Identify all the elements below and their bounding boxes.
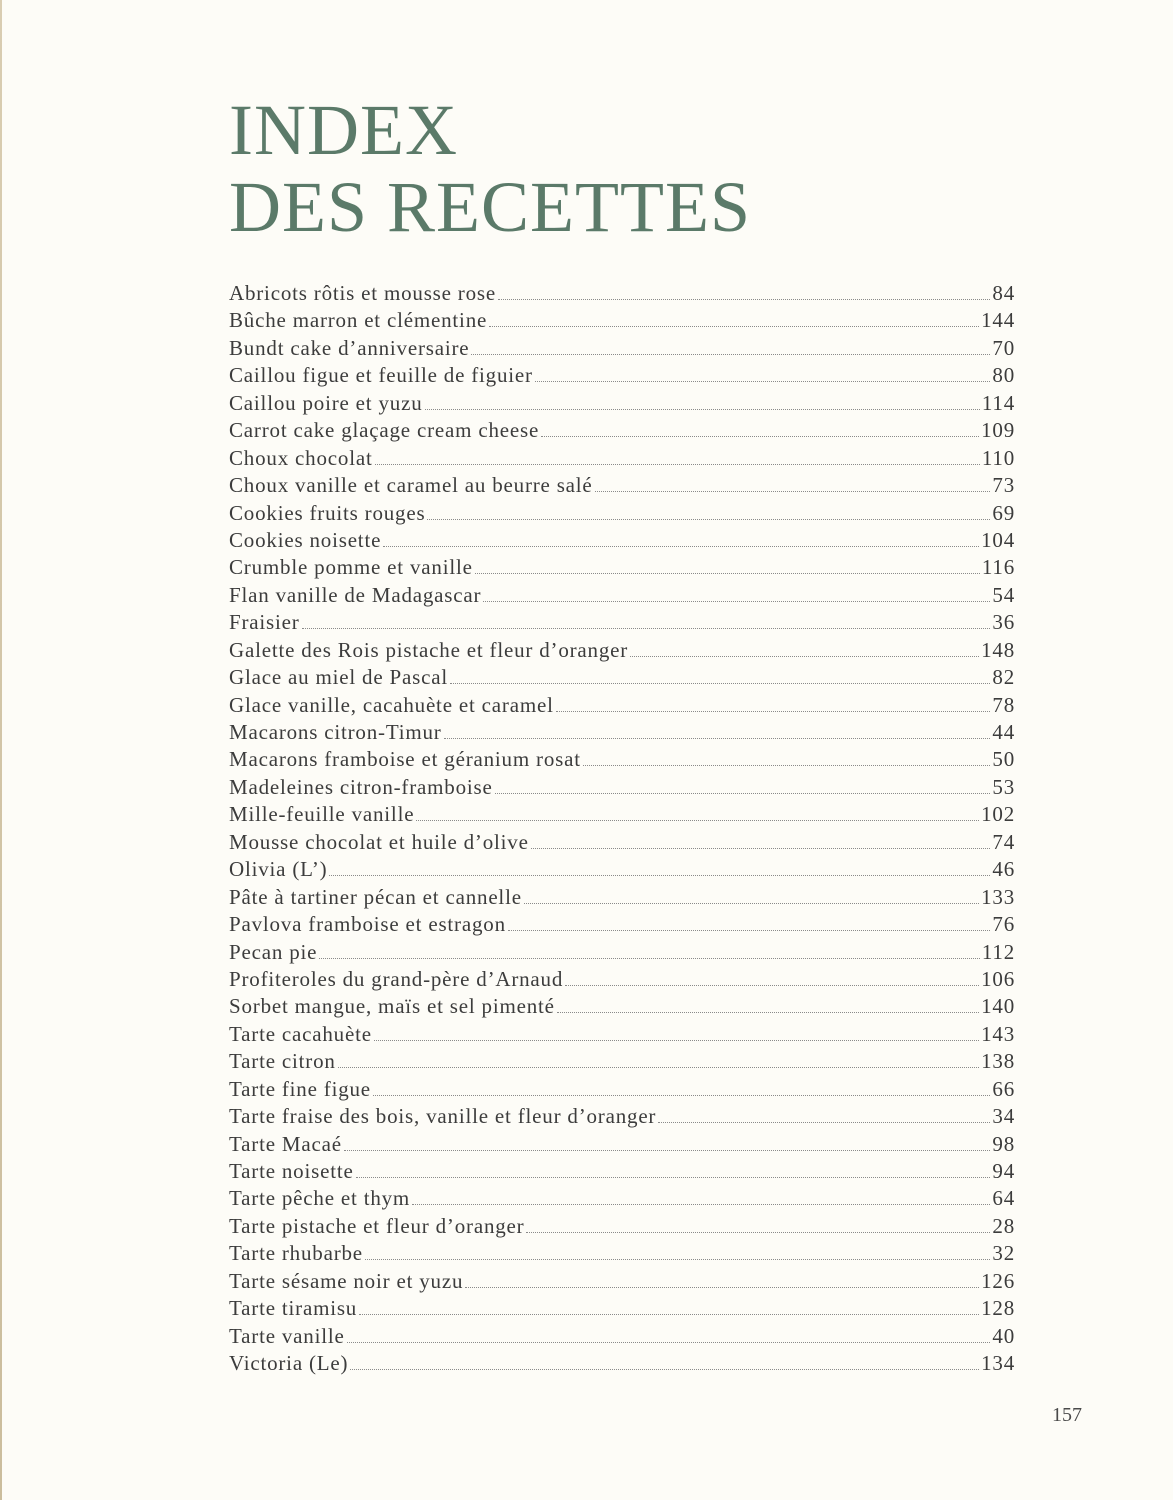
- recipe-page-number: 114: [981, 390, 1015, 415]
- recipe-page-number: 128: [981, 1296, 1015, 1321]
- recipe-name: Choux chocolat: [229, 445, 373, 470]
- recipe-page-number: 80: [992, 363, 1015, 388]
- recipe-name: Bundt cake d’anniversaire: [229, 335, 470, 360]
- recipe-name: Madeleines citron-framboise: [229, 774, 493, 799]
- dot-leader: [471, 354, 990, 355]
- dot-leader: [535, 381, 991, 382]
- dot-leader: [565, 985, 979, 986]
- recipe-page-number: 84: [992, 281, 1015, 305]
- recipe-page-number: 66: [992, 1076, 1015, 1101]
- recipe-page-number: 78: [992, 692, 1015, 717]
- recipe-page-number: 126: [981, 1268, 1015, 1293]
- index-entry: [229, 1268, 1015, 1295]
- recipe-page-number: 140: [981, 994, 1015, 1019]
- recipe-name: Macarons citron-Timur: [229, 720, 442, 744]
- index-entry: [229, 1021, 1015, 1048]
- dot-leader: [338, 1067, 979, 1068]
- dot-leader: [556, 711, 991, 712]
- dot-leader: [359, 1314, 979, 1315]
- title-line-2: DES RECETTES: [229, 167, 752, 247]
- recipe-name: Galette des Rois pistache et fleur d’oranger: [229, 637, 629, 662]
- recipe-page-number: 36: [992, 610, 1015, 635]
- dot-leader: [329, 875, 990, 876]
- recipe-page-number: 28: [992, 1213, 1015, 1238]
- index-entry: [229, 1213, 1015, 1240]
- index-entry: [229, 801, 1015, 828]
- dot-leader: [658, 1122, 990, 1123]
- recipe-name: Tarte pêche et thym: [229, 1186, 411, 1211]
- recipe-page-number: 50: [992, 747, 1015, 772]
- index-entry: [229, 307, 1015, 334]
- recipe-page-number: 134: [981, 1351, 1015, 1376]
- recipe-name: Tarte sésame noir et yuzu: [229, 1268, 464, 1293]
- recipe-name: Abricots rôtis et mousse rose: [229, 281, 496, 305]
- recipe-page-number: 138: [981, 1049, 1015, 1074]
- index-entry: [229, 719, 1015, 746]
- recipe-name: Tarte citron: [229, 1049, 336, 1074]
- dot-leader: [495, 793, 991, 794]
- dot-leader: [475, 573, 980, 574]
- recipe-name: Tarte fine figue: [229, 1076, 371, 1101]
- dot-leader: [412, 1204, 990, 1205]
- index-entry: [229, 609, 1015, 636]
- index-entry: [229, 1048, 1015, 1075]
- recipe-name: Tarte tiramisu: [229, 1296, 358, 1321]
- recipe-name: Choux vanille et caramel au beurre salé: [229, 473, 593, 498]
- recipe-name: Cookies fruits rouges: [229, 500, 426, 525]
- recipe-page-number: 44: [992, 720, 1015, 744]
- recipe-name: Tarte Macaé: [229, 1131, 342, 1156]
- dot-leader: [450, 683, 990, 684]
- recipe-page-number: 133: [981, 884, 1015, 909]
- recipe-page-number: 104: [981, 527, 1015, 552]
- index-entry: [229, 582, 1015, 609]
- index-entry: [229, 1185, 1015, 1212]
- dot-leader: [373, 1095, 990, 1096]
- index-entry: [229, 664, 1015, 691]
- index-entry: [229, 280, 1015, 307]
- recipe-name: Tarte vanille: [229, 1323, 345, 1348]
- index-entry: [229, 856, 1015, 883]
- page-edge: [0, 0, 2, 1500]
- index-entry: [229, 1158, 1015, 1185]
- recipe-name: Profiteroles du grand-père d’Arnaud: [229, 966, 564, 991]
- recipe-name: Mousse chocolat et huile d’olive: [229, 829, 529, 854]
- index-entry: [229, 335, 1015, 362]
- recipe-name: Caillou poire et yuzu: [229, 390, 423, 415]
- dot-leader: [531, 848, 991, 849]
- recipe-page-number: 76: [992, 912, 1015, 937]
- recipe-name: Pavlova framboise et estragon: [229, 912, 506, 937]
- dot-leader: [498, 299, 990, 300]
- index-entry: [229, 637, 1015, 664]
- recipe-name: Bûche marron et clémentine: [229, 308, 488, 333]
- page-title: [229, 92, 751, 246]
- index-entry: [229, 829, 1015, 856]
- index-entry: [229, 390, 1015, 417]
- index-entry: [229, 939, 1015, 966]
- title-line-1: INDEX: [229, 90, 458, 170]
- dot-leader: [557, 1012, 979, 1013]
- dot-leader: [425, 409, 980, 410]
- dot-leader: [508, 930, 991, 931]
- index-entry: [229, 1350, 1015, 1377]
- recipe-page-number: 98: [992, 1131, 1015, 1156]
- index-entry: [229, 1240, 1015, 1267]
- dot-leader: [416, 820, 979, 821]
- dot-leader: [465, 1287, 979, 1288]
- dot-leader: [383, 546, 979, 547]
- dot-leader: [595, 491, 991, 492]
- index-entry: [229, 884, 1015, 911]
- recipe-name: Flan vanille de Madagascar: [229, 582, 482, 607]
- index-entry: [229, 527, 1015, 554]
- index-entry: [229, 1103, 1015, 1130]
- dot-leader: [374, 1040, 979, 1041]
- recipe-name: Pecan pie: [229, 939, 318, 964]
- dot-leader: [489, 326, 979, 327]
- recipe-name: Glace vanille, cacahuète et caramel: [229, 692, 554, 717]
- index-entry: [229, 362, 1015, 389]
- recipe-page-number: 112: [981, 939, 1015, 964]
- dot-leader: [483, 601, 990, 602]
- recipe-page-number: 148: [981, 637, 1015, 662]
- recipe-name: Tarte rhubarbe: [229, 1241, 363, 1266]
- dot-leader: [302, 628, 991, 629]
- recipe-page-number: 54: [992, 582, 1015, 607]
- dot-leader: [427, 519, 990, 520]
- recipe-name: Cookies noisette: [229, 527, 382, 552]
- recipe-page-number: 73: [992, 473, 1015, 498]
- index-entry: [229, 1076, 1015, 1103]
- recipe-page-number: 143: [981, 1021, 1015, 1046]
- index-entry: [229, 911, 1015, 938]
- index-entry: [229, 1323, 1015, 1350]
- recipe-name: Tarte fraise des bois, vanille et fleur d’oranger: [229, 1104, 657, 1129]
- index-entry: [229, 692, 1015, 719]
- index-entry: [229, 554, 1015, 581]
- dot-leader: [526, 1232, 990, 1233]
- recipe-name: Tarte pistache et fleur d’oranger: [229, 1213, 525, 1238]
- recipe-page-number: 144: [981, 308, 1015, 333]
- recipe-page-number: 106: [981, 966, 1015, 991]
- recipe-page-number: 110: [981, 445, 1015, 470]
- dot-leader: [375, 464, 980, 465]
- index-entry: [229, 966, 1015, 993]
- dot-leader: [524, 903, 979, 904]
- recipe-name: Tarte cacahuète: [229, 1021, 372, 1046]
- recipe-name: Fraisier: [229, 610, 300, 635]
- index-entry: [229, 417, 1015, 444]
- index-entry: [229, 1295, 1015, 1322]
- dot-leader: [630, 656, 979, 657]
- recipe-page-number: 94: [992, 1159, 1015, 1183]
- recipe-name: Caillou figue et feuille de figuier: [229, 363, 533, 388]
- recipe-page-number: 64: [992, 1186, 1015, 1211]
- index-entry: [229, 1131, 1015, 1158]
- index-entry: [229, 774, 1015, 801]
- recipe-page-number: 109: [981, 418, 1015, 443]
- index-entry: [229, 445, 1015, 472]
- recipe-page-number: 40: [992, 1323, 1015, 1348]
- recipe-name: Sorbet mangue, maïs et sel pimenté: [229, 994, 555, 1019]
- dot-leader: [444, 738, 991, 739]
- dot-leader: [365, 1259, 990, 1260]
- recipe-page-number: 32: [992, 1241, 1015, 1266]
- recipe-name: Crumble pomme et vanille: [229, 555, 473, 580]
- recipe-name: Macarons framboise et géranium rosat: [229, 747, 581, 772]
- recipe-page-number: 46: [992, 857, 1015, 882]
- recipe-page-number: 116: [981, 555, 1015, 580]
- recipe-name: Pâte à tartiner pécan et cannelle: [229, 884, 522, 909]
- index-entry: [229, 993, 1015, 1020]
- recipe-index-list: [229, 280, 1015, 1378]
- recipe-page-number: 34: [992, 1104, 1015, 1129]
- dot-leader: [350, 1369, 979, 1370]
- index-entry: [229, 746, 1015, 773]
- dot-leader: [319, 958, 980, 959]
- recipe-page-number: 74: [992, 829, 1015, 854]
- recipe-name: Tarte noisette: [229, 1159, 354, 1183]
- dot-leader: [541, 436, 979, 437]
- dot-leader: [583, 765, 991, 766]
- recipe-name: Glace au miel de Pascal: [229, 665, 448, 690]
- recipe-page-number: 53: [992, 774, 1015, 799]
- recipe-page-number: 102: [981, 802, 1015, 827]
- page-number: 157: [1052, 1404, 1082, 1426]
- dot-leader: [347, 1342, 991, 1343]
- dot-leader: [344, 1150, 991, 1151]
- recipe-name: Olivia (L’): [229, 857, 328, 882]
- recipe-name: Victoria (Le): [229, 1351, 349, 1376]
- index-entry: [229, 472, 1015, 499]
- recipe-page-number: 70: [992, 335, 1015, 360]
- recipe-page-number: 82: [992, 665, 1015, 690]
- dot-leader: [356, 1177, 991, 1178]
- recipe-name: Mille-feuille vanille: [229, 802, 415, 827]
- recipe-page-number: 69: [992, 500, 1015, 525]
- recipe-name: Carrot cake glaçage cream cheese: [229, 418, 540, 443]
- index-entry: [229, 500, 1015, 527]
